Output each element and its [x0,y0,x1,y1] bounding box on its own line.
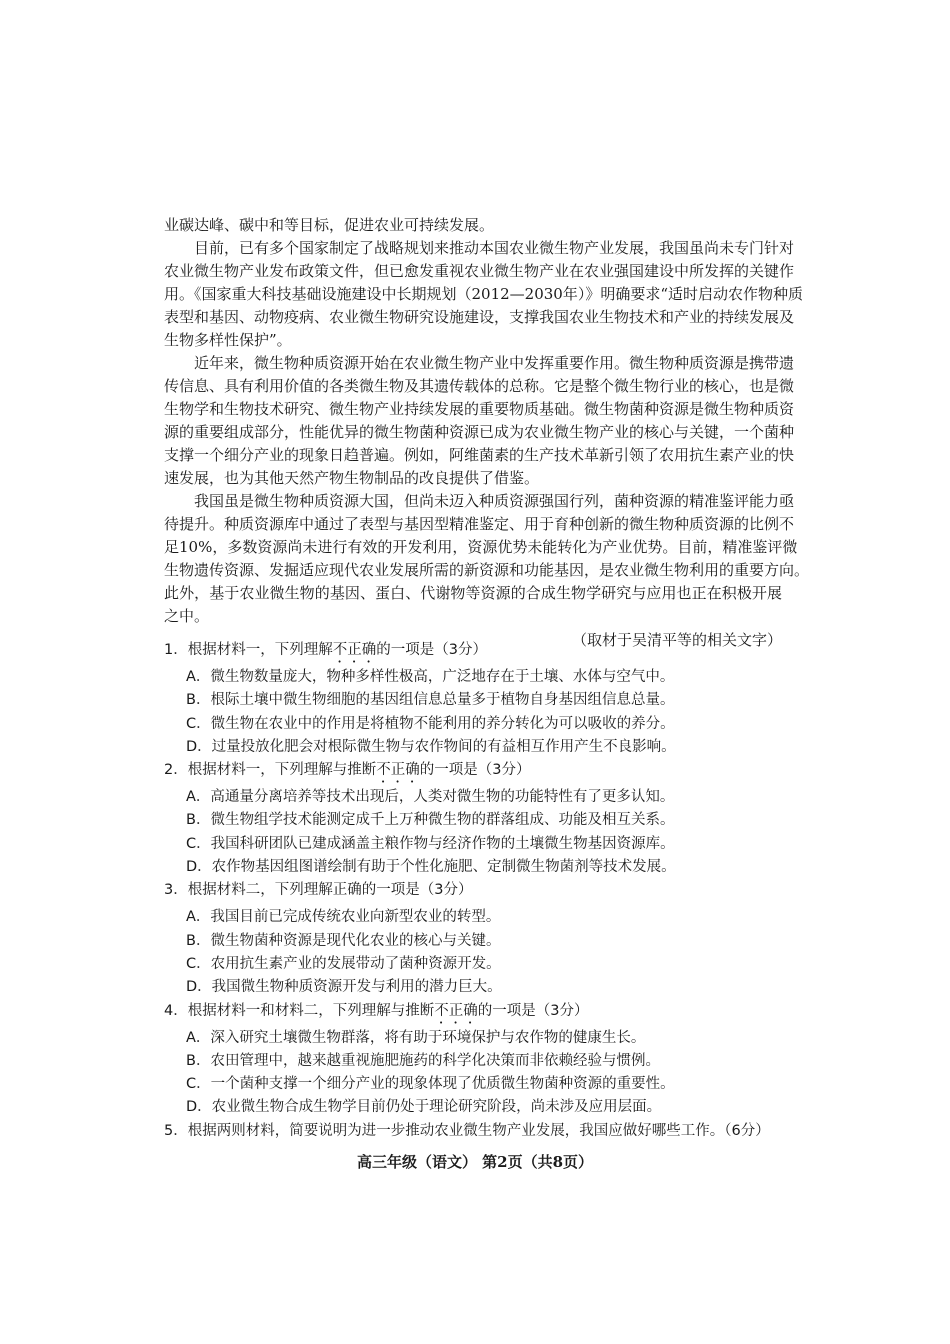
passage-line: 我国虽是微生物种质资源大国，但尚未迈入种质资源强国行列，菌种资源的精准鉴评能力亟 [194,492,795,510]
passage-line: 近年来，微生物种质资源开始在农业微生物产业中发挥重要作用。微生物种质资源是携带遗 [194,354,795,372]
answer-option: A．高通量分离培养等技术出现后，人类对微生物的功能特性有了更多认知。 [186,789,675,806]
passage-line: 业碳达峰、碳中和等目标，促进农业可持续发展。 [164,216,495,234]
answer-option: C．我国科研团队已建成涵盖主粮作物与经济作物的土壤微生物基因资源库。 [186,835,675,852]
answer-option: A．深入研究土壤微生物群落，将有助于环境保护与农作物的健康生长。 [186,1029,646,1046]
passage-line: 用。《国家重大科技基础设施建设中长期规划（2012—2030年）》明确要求“适时启动农作物种质 [164,285,804,303]
stem-text: 3．根据材料二，下列理解正确的一项是（3分） [164,882,473,899]
answer-option: B．微生物菌种资源是现代化农业的核心与关键。 [186,932,501,949]
stem-text: 5．根据两则材料，简要说明为进一步推动农业微生物产业发展，我国应做好哪些工作。（6分） [164,1122,770,1139]
question-stem [164,1120,804,1147]
answer-option: B．农田管理中，越来越重视施肥施药的科学化决策而非依赖经验与惯例。 [186,1052,660,1069]
question-list [164,639,804,1147]
passage-line: 目前，已有多个国家制定了战略规划来推动本国农业微生物产业发展，我国虽尚未专门针对 [194,239,795,257]
answer-option: D．农业微生物合成生物学目前仍处于理论研究阶段，尚未涉及应用层面。 [186,1099,662,1116]
answer-option: C．微生物在农业中的作用是将植物不能利用的养分转化为可以吸收的养分。 [186,715,675,732]
passage-line: 之中。 [164,607,210,625]
reading-passage [164,214,810,652]
answer-option: A．微生物数量庞大，物种多样性极高，广泛地存在于土壤、水体与空气中。 [186,669,675,685]
answer-option: C．农用抗生素产业的发展带动了菌种资源开发。 [186,955,501,972]
answer-option: C．一个菌种支撑一个细分产业的现象体现了优质微生物菌种资源的重要性。 [186,1076,675,1093]
passage-line: 足10%，多数资源尚未进行有效的开发利用，资源优势未能转化为产业优势。目前，精准鉴评微 [164,538,798,556]
question-stem [164,1000,804,1027]
passage-line: 传信息、具有利用价值的各类微生物及其遗传载体的总称。它是整个微生物行业的核心，也是微 [164,377,795,395]
passage-line: 生物多样性保护”。 [164,331,292,349]
stem-text: 的一项是（3分） [376,642,487,658]
emphasis-text: 不正确 [376,762,420,779]
passage-line: 源的重要组成部分，性能优异的微生物菌种资源已成为农业微生物产业的核心与关键，一个菌种 [164,423,795,441]
answer-option: D．我国微生物种质资源开发与利用的潜力巨大。 [186,979,502,996]
stem-text: 1．根据材料一，下列理解 [164,642,333,658]
emphasis-text: 不正确 [434,1002,478,1019]
answer-option: D．过量投放化肥会对根际微生物与农作物间的有益相互作用产生不良影响。 [186,738,676,755]
question-stem [164,759,804,786]
question-stem [164,639,804,666]
passage-line: 速发展，也为其他天然产物生物制品的改良提供了借鉴。 [164,469,540,487]
passage-line: 此外，基于农业微生物的基因、蛋白、代谢物等资源的合成生物学研究与应用也正在积极开展 [164,584,782,602]
source-citation: （取材于吴清平等的相关文字） [571,631,782,649]
passage-line: 生物学和生物技术研究、微生物产业持续发展的重要物质基础。微生物菌种资源是微生物种质资 [164,400,795,418]
passage-line: 生物遗传资源、发掘适应现代农业发展所需的新资源和功能基因，是农业微生物利用的重要方向。 [164,561,810,579]
answer-option: B．微生物组学技术能测定成千上万种微生物的群落组成、功能及相互关系。 [186,812,675,829]
page-footer: 高三年级（语文） 第2页（共8页） [356,1153,594,1171]
passage-line: 支撑一个细分产业的现象日趋普遍。例如，阿维菌素的生产技术革新引领了农用抗生素产业的快 [164,446,795,464]
stem-text: 2．根据材料一，下列理解与推断 [164,762,377,779]
stem-text: 的一项是（3分） [419,762,531,779]
answer-option: A．我国目前已完成传统农业向新型农业的转型。 [186,909,501,926]
stem-text: 的一项是（3分） [477,1002,589,1019]
answer-option: B．根际土壤中微生物细胞的基因组信息总量多于植物自身基因组信息总量。 [186,692,675,709]
passage-line: 待提升。种质资源库中通过了表型与基因型精准鉴定、用于育种创新的微生物种质资源的比例不 [164,515,795,533]
stem-text: 4．根据材料一和材料二，下列理解与推断 [164,1002,435,1019]
answer-option: D．农作物基因组图谱绘制有助于个性化施肥、定制微生物菌剂等技术发展。 [186,859,676,876]
emphasis-text: 不正确 [332,642,377,658]
question-stem [164,879,804,906]
passage-line: 农业微生物产业发布政策文件，但已愈发重视农业微生物产业在农业强国建设中所发挥的关键作 [164,262,795,280]
passage-line: 表型和基因、动物疫病、农业微生物研究设施建设，支撑我国农业生物技术和产业的持续发展及 [164,308,795,326]
